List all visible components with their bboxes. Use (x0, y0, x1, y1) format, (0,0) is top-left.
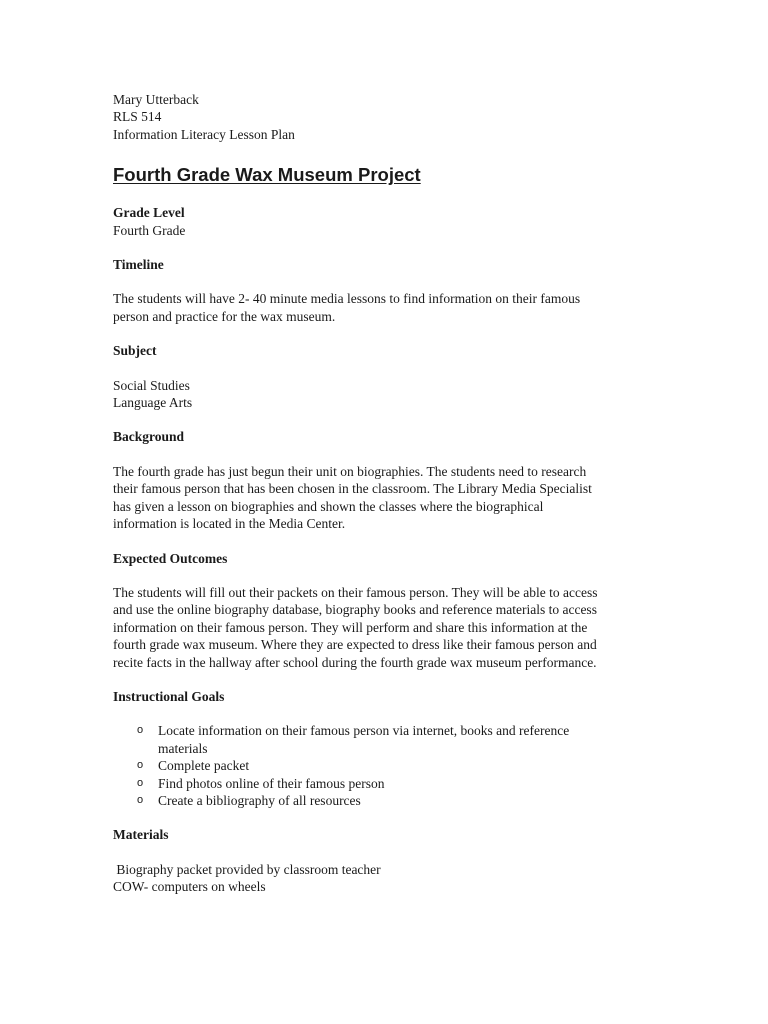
background-heading: Background (113, 429, 185, 445)
materials-list (113, 861, 673, 896)
goal-text: Create a bibliography of all resources (158, 792, 361, 808)
timeline-line: The students will have 2- 40 minute media lessons to find information on their famous (113, 291, 581, 307)
grade-level-heading: Grade Level (113, 205, 185, 221)
timeline-heading: Timeline (113, 257, 164, 273)
bullet-circle-icon: o (137, 793, 144, 806)
materials-item: COW- computers on wheels (113, 879, 266, 895)
section-instructional-goals (113, 688, 673, 809)
materials-heading: Materials (113, 827, 169, 843)
section-materials (113, 826, 673, 895)
course-code: RLS 514 (113, 109, 162, 125)
outcomes-line: and use the online biography database, biography books and reference materials to access (113, 602, 597, 618)
goal-text: Find photos online of their famous person (158, 775, 385, 791)
section-grade-level (113, 204, 673, 239)
list-item (113, 792, 673, 809)
author-name: Mary Utterback (113, 92, 199, 107)
list-item (113, 775, 673, 792)
materials-item: Biography packet provided by classroom teacher (113, 861, 381, 877)
goal-text-continued: materials (158, 740, 208, 756)
timeline-line: person and practice for the wax museum. (113, 308, 336, 324)
background-line: The fourth grade has just begun their unit on biographies. The students need to research (113, 463, 587, 479)
subject-item: Language Arts (113, 395, 193, 411)
bullet-circle-icon: o (137, 724, 144, 737)
instructional-goals-heading: Instructional Goals (113, 688, 225, 704)
outcomes-line: recite facts in the hallway after school during the fourth grade wax museum performance. (113, 654, 597, 670)
section-subject (113, 342, 673, 411)
background-line: has given a lesson on biographies and shown the classes where the biographical (113, 498, 544, 514)
background-line: their famous person that has been chosen in the classroom. The Library Media Specialist (113, 481, 592, 497)
document-title: Fourth Grade Wax Museum Project (113, 164, 421, 186)
expected-outcomes-heading: Expected Outcomes (113, 550, 228, 566)
goal-text: Complete packet (158, 758, 250, 774)
subject-heading: Subject (113, 343, 157, 359)
subject-item: Social Studies (113, 377, 190, 393)
list-item (113, 722, 673, 757)
bullet-circle-icon: o (137, 759, 144, 772)
instructional-goals-list (113, 722, 673, 809)
expected-outcomes-paragraph (113, 584, 673, 671)
document-page (113, 91, 673, 896)
outcomes-line: The students will fill out their packets on their famous person. They will be able to access (113, 584, 598, 600)
section-timeline (113, 256, 673, 325)
background-line: information is located in the Media Center. (113, 516, 346, 532)
document-header (113, 91, 673, 143)
subject-list (113, 377, 673, 412)
section-expected-outcomes (113, 550, 673, 671)
bullet-circle-icon: o (137, 776, 144, 789)
grade-level-value: Fourth Grade (113, 222, 186, 238)
timeline-paragraph (113, 290, 673, 325)
document-type: Information Literacy Lesson Plan (113, 126, 295, 142)
outcomes-line: fourth grade wax museum. Where they are expected to dress like their famous person and (113, 637, 597, 653)
goal-text: Locate information on their famous person via internet, books and reference (158, 723, 570, 739)
outcomes-line: information on their famous person. They will perform and share this information at the (113, 619, 588, 635)
list-item (113, 757, 673, 774)
background-paragraph (113, 463, 673, 533)
section-background (113, 428, 673, 532)
